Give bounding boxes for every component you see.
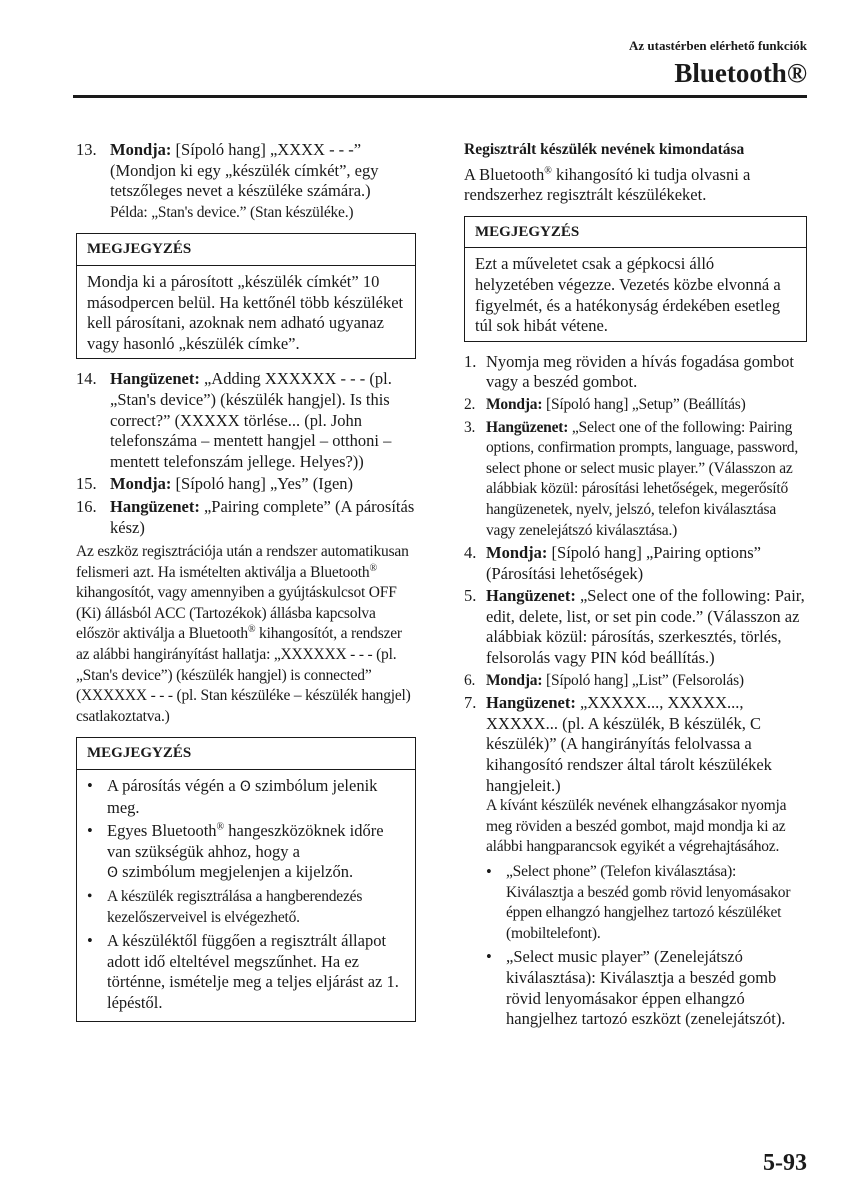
step-label: Hangüzenet:	[486, 693, 576, 713]
step-text: „Pairing complete” (A párosítás kész)	[110, 496, 415, 537]
step-label: Hangüzenet:	[110, 496, 200, 516]
step-text: „Select one of the following: Pair, edit, delete, list, or set pin code.” (Válasszon az alábbiak közül: párosítás, szerkesztés, törlés, felsorolás vagy PIN kód beállítás.)	[486, 586, 805, 668]
step-label: Mondja:	[486, 395, 543, 413]
bullet-icon: •	[87, 888, 93, 905]
bullet-icon: •	[87, 776, 93, 796]
step-3	[464, 418, 807, 542]
step-16	[76, 497, 416, 538]
step-label: Hangüzenet:	[486, 418, 569, 436]
step-text: „Select one of the following: Pairing options, confirmation prompts, language, password, select phone or select music player.” (Válasszon az alábbiak közül: párosítási lehetőségek, megerősítő hangüzenetek, nyelv, jelszó, telefon kiválasztása vagy zenelejátszó kiválasztása.)	[486, 418, 799, 539]
note-box-pairing	[76, 233, 416, 359]
bluetooth-symbol-icon: ʘ	[239, 779, 251, 796]
note-heading: MEGJEGYZÉS	[77, 738, 415, 770]
connection-paragraph: Az eszköz regisztrációja után a rendszer automatikusan felismeri azt. Ha ismételten aktiválja a Bluetooth® kihangosítót, vagy amennyiben a gyújtáskulcsot OFF (Ki) állásból ACC (Tartozékok) állásba kapcsolva először aktiválja a Bluetooth® kihangosítót, a rendszer az alábbi hangirányítást hallatja: „XXXXXX - - - (pl. „Stan's device”) (készülék hangjel) is connected” (XXXXXX - - - (pl. Stan készüléke – készülék hangjel) csatlakoztatva.)	[76, 543, 411, 725]
step-14	[76, 369, 416, 472]
step-number: 2.	[464, 395, 476, 413]
step-2	[464, 395, 807, 416]
note-box-symbol	[76, 737, 416, 1021]
section-header: Az utastérben elérhető funkciók	[628, 38, 807, 53]
step-number: 6.	[464, 671, 476, 689]
step-number: 5.	[464, 586, 477, 606]
bullet-icon: •	[87, 821, 93, 841]
step-text: [Sípoló hang] „List” (Felsorolás)	[545, 671, 744, 689]
note-heading: MEGJEGYZÉS	[77, 234, 415, 266]
bluetooth-symbol-icon: ʘ	[107, 865, 119, 882]
list-item: • „Select music player” (Zenelejátszó kiválasztása): Kiválasztja a beszéd gomb rövid lenyomásakor éppen elhangzó hangjelhez tartozó eszközt (zenelejátszót).	[486, 947, 786, 1029]
page-title: Bluetooth®	[674, 58, 807, 88]
step-number: 15.	[76, 474, 97, 494]
step-number: 14.	[76, 369, 97, 389]
note-body: Ezt a műveletet csak a gépkocsi álló helyzetében végezze. Vezetés közbe elvonná a figyelmét, és a hatékonyság érdekében esetleg túl sok hibát vétene.	[475, 254, 781, 336]
bullet-icon: •	[486, 947, 492, 967]
step-number: 1.	[464, 351, 477, 371]
step-label: Mondja:	[110, 140, 172, 159]
note-box-safety	[464, 216, 807, 342]
step-number: 7.	[464, 693, 477, 713]
step-13	[76, 140, 416, 223]
step-label: Hangüzenet:	[486, 586, 576, 606]
intro-paragraph: A Bluetooth® kihangosító ki tudja olvasni a rendszerhez regisztrált készülékeket.	[464, 164, 751, 205]
note-body: Mondja ki a párosított „készülék címkét” 10 másodpercen belül. Ha kettőnél több készüléket kell párosítani, azoknak nem adható ugyanaz vagy hasonló „készülék címke”.	[87, 271, 404, 353]
step-label: Mondja:	[486, 671, 543, 689]
step-number: 16.	[76, 496, 97, 516]
list-item: • A készülék regisztrálása a hangberendezés kezelőszerveivel is elvégezhető.	[87, 887, 405, 928]
step-text: [Sípoló hang] „Pairing options” (Párosítási lehetőségek)	[486, 543, 761, 583]
step-15	[76, 474, 416, 495]
section-subheading: Regisztrált készülék nevének kimondatása	[464, 141, 745, 158]
list-item: • Egyes Bluetooth® hangeszközöknek időre van szükségük ahhoz, hogy a ʘ szimbólum megjelenjen a kijelzőn.	[87, 821, 405, 884]
left-column	[76, 140, 416, 1032]
page-number: 5-93	[763, 1150, 807, 1176]
note-heading: MEGJEGYZÉS	[465, 217, 806, 249]
step-text: Nyomja meg röviden a hívás fogadása gombot vagy a beszéd gombot.	[486, 351, 794, 392]
step-text: [Sípoló hang] „Yes” (Igen)	[175, 474, 354, 494]
step-6	[464, 671, 807, 692]
step-label: Hangüzenet:	[110, 369, 200, 389]
bullet-icon: •	[486, 862, 492, 881]
bullet-icon: •	[87, 931, 93, 951]
header-rule	[73, 95, 807, 98]
right-column	[464, 140, 807, 1035]
step-1	[464, 352, 807, 393]
step-number: 4.	[464, 543, 477, 563]
step-4	[464, 543, 807, 584]
step-7	[464, 693, 807, 1033]
step-example: Példa: „Stan's device.” (Stan készüléke.)	[110, 203, 354, 221]
list-item: • A párosítás végén a ʘ szimbólum jelenik meg.	[87, 776, 378, 817]
step-number: 3.	[464, 418, 476, 436]
step-extra: A kívánt készülék nevének elhangzásakor nyomja meg röviden a beszéd gombot, majd mondja ki az alábbi hangparancsok egyikét a végrehajtásához.	[486, 797, 787, 856]
step-text: „Adding XXXXXX - - - (pl. „Stan's device”) (készülék hangjel). Is this correct?” (XXXXX törlése... (pl. John telefonszáma – mentett hangjel – otthoni – mentett telefonszám jellege. Helyes?))	[110, 369, 392, 471]
list-item: • „Select phone” (Telefon kiválasztása): Kiválasztja a beszéd gomb rövid lenyomásakor éppen elhangzó hangjelhez tartozó készüléket (mobiltelefont).	[486, 862, 807, 944]
step-label: Mondja:	[110, 474, 172, 494]
step-5	[464, 586, 807, 668]
step-number: 13.	[76, 140, 97, 159]
list-item: • A készüléktől függően a regisztrált állapot adott idő elteltével megszűnhet. Ha ez történne, ismételje meg a teljes eljárást az 1. lépéstől.	[87, 931, 399, 1012]
step-text: [Sípoló hang] „XXXX - - -” (Mondjon ki egy „készülék címkét”, egy tetszőleges nevet a készüléke számára.)	[110, 140, 379, 201]
step-label: Mondja:	[486, 543, 548, 563]
step-text: „XXXXX..., XXXXX..., XXXXX... (pl. A készülék, B készülék, C készülék)” (A hangirányítás felolvassa a kihangosító rendszer által tárolt készülékek hangjeleit.)	[486, 693, 772, 795]
step-text: [Sípoló hang] „Setup” (Beállítás)	[545, 395, 746, 413]
